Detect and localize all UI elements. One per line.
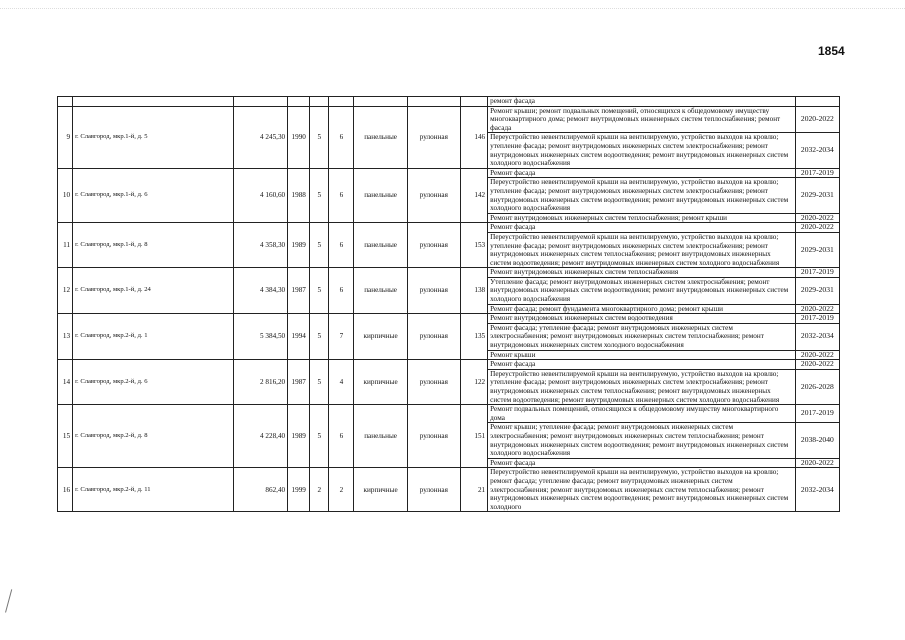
period-cell: 2032-2034: [795, 468, 839, 512]
entrances-cell: 6: [329, 223, 354, 268]
entrances-cell: 7: [329, 314, 354, 360]
period-cell: 2020-2022: [795, 350, 839, 360]
empty-cell: [288, 97, 310, 107]
floors-cell: 2: [310, 468, 329, 512]
floors-cell: 5: [310, 223, 329, 268]
walls-cell: кирпичные: [354, 314, 407, 360]
residents-cell: 142: [461, 168, 488, 223]
work-cell: Ремонт подвальных помещений, относящихся к общедомовому имуществу многоквартирного дома: [488, 405, 796, 423]
period-cell: [795, 97, 839, 107]
residents-cell: 21: [461, 468, 488, 512]
period-cell: 2026-2028: [795, 369, 839, 404]
work-cell: Переустройство невентилируемой крыши на вентилируемую, устройство выходов на кровлю; утепление фасада; ремонт внутридомовых инженерных систем электроснабжения; ремонт внутридомовых инженерных систем водоотведения; ремонт внутридомовых инженерных систем холодного водоснабжения: [488, 133, 796, 168]
row-number-cell: 15: [58, 405, 73, 468]
roof-cell: рулонная: [407, 468, 460, 512]
period-cell: 2032-2034: [795, 323, 839, 350]
address-cell: г. Славгород, мкр.1-й, д. 8: [73, 223, 234, 268]
address-cell: г. Славгород, мкр.2-й, д. 6: [73, 360, 234, 405]
row-number-cell: 12: [58, 268, 73, 314]
year-cell: 1994: [288, 314, 310, 360]
area-cell: 5 384,50: [233, 314, 287, 360]
roof-cell: рулонная: [407, 106, 460, 168]
roof-cell: рулонная: [407, 405, 460, 468]
work-cell: Ремонт крыши; ремонт подвальных помещений, относящихся к общедомовому имуществу многоквартирного дома; ремонт внутридомовых инженерных систем теплоснабжения; ремонт фасада: [488, 106, 796, 133]
residents-cell: 153: [461, 223, 488, 268]
period-cell: 2029-2031: [795, 277, 839, 304]
work-cell: Ремонт фасада: [488, 168, 796, 178]
walls-cell: кирпичные: [354, 468, 407, 512]
table-row: [58, 405, 840, 423]
work-cell: Ремонт фасада; ремонт фундамента многоквартирного дома; ремонт крыши: [488, 304, 796, 314]
period-cell: 2029-2031: [795, 178, 839, 213]
period-cell: 2017-2019: [795, 268, 839, 278]
entrances-cell: 4: [329, 360, 354, 405]
table-row: [58, 468, 840, 512]
year-cell: 1989: [288, 405, 310, 468]
empty-cell: [354, 97, 407, 107]
area-cell: 2 816,20: [233, 360, 287, 405]
residents-cell: 122: [461, 360, 488, 405]
empty-cell: [329, 97, 354, 107]
walls-cell: панельные: [354, 106, 407, 168]
walls-cell: панельные: [354, 268, 407, 314]
residents-cell: 135: [461, 314, 488, 360]
work-cell: Ремонт крыши: [488, 350, 796, 360]
table-row: [58, 314, 840, 324]
empty-cell: [407, 97, 460, 107]
scan-edge: [0, 0, 905, 9]
work-cell: Ремонт внутридомовых инженерных систем теплоснабжения; ремонт крыши: [488, 213, 796, 223]
table-row: [58, 268, 840, 278]
walls-cell: панельные: [354, 405, 407, 468]
work-cell: Переустройство невентилируемой крыши на вентилируемую, устройство выходов на кровлю; утепление фасада; ремонт внутридомовых инженерных систем электроснабжения; ремонт внутридомовых инженерных систем теплоснабжения; ремонт внутридомовых инженерных систем водоотведения; ремонт внутридомовых инженерных систем холодного водоснабжения: [488, 232, 796, 267]
address-cell: г. Славгород, мкр.1-й, д. 5: [73, 106, 234, 168]
year-cell: 1987: [288, 268, 310, 314]
work-cell: Переустройство невентилируемой крыши на вентилируемую, устройство выходов на кровлю; утепление фасада; ремонт внутридомовых инженерных систем электроснабжения; ремонт внутридомовых инженерных систем теплоснабжения; ремонт внутридомовых инженерных систем водоотведения; ремонт внутридомовых инженерных систем холодного водоснабжения: [488, 369, 796, 404]
residents-cell: 146: [461, 106, 488, 168]
row-number-cell: 9: [58, 106, 73, 168]
period-cell: 2038-2040: [795, 423, 839, 458]
work-cell: Ремонт внутридомовых инженерных систем водоотведения: [488, 314, 796, 324]
row-number-cell: 10: [58, 168, 73, 223]
roof-cell: рулонная: [407, 168, 460, 223]
period-cell: 2020-2022: [795, 458, 839, 468]
address-cell: г. Славгород, мкр.2-й, д. 11: [73, 468, 234, 512]
floors-cell: 5: [310, 360, 329, 405]
address-cell: г. Славгород, мкр.2-й, д. 8: [73, 405, 234, 468]
row-number-cell: 13: [58, 314, 73, 360]
empty-cell: [461, 97, 488, 107]
walls-cell: панельные: [354, 223, 407, 268]
address-cell: г. Славгород, мкр.1-й, д. 24: [73, 268, 234, 314]
work-cell: Ремонт фасада: [488, 458, 796, 468]
year-cell: 1989: [288, 223, 310, 268]
floors-cell: 5: [310, 268, 329, 314]
year-cell: 1988: [288, 168, 310, 223]
period-cell: 2017-2019: [795, 405, 839, 423]
table-row: [58, 97, 840, 107]
capital-repair-table: [57, 96, 840, 512]
walls-cell: панельные: [354, 168, 407, 223]
floors-cell: 5: [310, 106, 329, 168]
work-cell: Утепление фасада; ремонт внутридомовых инженерных систем электроснабжения; ремонт внутридомовых инженерных систем водоотведения; ремонт внутридомовых инженерных систем холодного водоснабжения: [488, 277, 796, 304]
period-cell: 2020-2022: [795, 213, 839, 223]
table-row: [58, 168, 840, 178]
area-cell: 4 228,40: [233, 405, 287, 468]
address-cell: г. Славгород, мкр.1-й, д. 6: [73, 168, 234, 223]
entrances-cell: 6: [329, 405, 354, 468]
empty-cell: [58, 97, 73, 107]
residents-cell: 151: [461, 405, 488, 468]
work-cell: Ремонт фасада: [488, 360, 796, 370]
year-cell: 1987: [288, 360, 310, 405]
period-cell: 2020-2022: [795, 106, 839, 133]
residents-cell: 138: [461, 268, 488, 314]
area-cell: 4 384,30: [233, 268, 287, 314]
row-number-cell: 11: [58, 223, 73, 268]
work-cell: ремонт фасада: [488, 97, 796, 107]
period-cell: 2029-2031: [795, 232, 839, 267]
work-cell: Ремонт фасада: [488, 223, 796, 233]
period-cell: 2020-2022: [795, 304, 839, 314]
address-cell: г. Славгород, мкр.2-й, д. 1: [73, 314, 234, 360]
empty-cell: [310, 97, 329, 107]
roof-cell: рулонная: [407, 223, 460, 268]
period-cell: 2017-2019: [795, 168, 839, 178]
work-cell: Ремонт внутридомовых инженерных систем теплоснабжения: [488, 268, 796, 278]
area-cell: 4 358,30: [233, 223, 287, 268]
work-cell: Ремонт крыши; утепление фасада; ремонт внутридомовых инженерных систем электроснабжения; ремонт внутридомовых инженерных систем теплоснабжения; ремонт внутридомовых инженерных систем водоотведения; ремонт внутридомовых инженерных систем холодного водоснабжения: [488, 423, 796, 458]
entrances-cell: 6: [329, 106, 354, 168]
pen-mark: [5, 589, 20, 615]
floors-cell: 5: [310, 405, 329, 468]
work-cell: Переустройство невентилируемой крыши на вентилируемую, устройство выходов на кровлю; ремонт фасада; утепление фасада; ремонт внутридомовых инженерных систем электроснабжения; ремонт внутридомовых инженерных систем теплоснабжения; ремонт внутридомовых инженерных систем водоотведения; ремонт внутридомовых инженерных систем холодного: [488, 468, 796, 512]
period-cell: 2032-2034: [795, 133, 839, 168]
roof-cell: рулонная: [407, 314, 460, 360]
row-number-cell: 16: [58, 468, 73, 512]
area-cell: 4 245,30: [233, 106, 287, 168]
work-cell: Переустройство невентилируемой крыши на вентилируемую, устройство выходов на кровлю; утепление фасада; ремонт внутридомовых инженерных систем электроснабжения; ремонт внутридомовых инженерных систем водоотведения; ремонт внутридомовых инженерных систем холодного водоснабжения: [488, 178, 796, 213]
table-row: [58, 223, 840, 233]
empty-cell: [233, 97, 287, 107]
period-cell: 2020-2022: [795, 223, 839, 233]
entrances-cell: 6: [329, 268, 354, 314]
work-cell: Ремонт фасада; утепление фасада; ремонт внутридомовых инженерных систем электроснабжения; ремонт внутридомовых инженерных систем теплоснабжения; ремонт внутридомовых инженерных систем холодного водоснабжения: [488, 323, 796, 350]
roof-cell: рулонная: [407, 268, 460, 314]
period-cell: 2017-2019: [795, 314, 839, 324]
walls-cell: кирпичные: [354, 360, 407, 405]
row-number-cell: 14: [58, 360, 73, 405]
year-cell: 1990: [288, 106, 310, 168]
table-body: [58, 97, 840, 512]
year-cell: 1999: [288, 468, 310, 512]
table-row: [58, 360, 840, 370]
entrances-cell: 2: [329, 468, 354, 512]
table-row: [58, 106, 840, 133]
roof-cell: рулонная: [407, 360, 460, 405]
area-cell: 862,40: [233, 468, 287, 512]
empty-cell: [73, 97, 234, 107]
floors-cell: 5: [310, 168, 329, 223]
period-cell: 2020-2022: [795, 360, 839, 370]
area-cell: 4 160,60: [233, 168, 287, 223]
page-number: 1854: [818, 44, 845, 58]
floors-cell: 5: [310, 314, 329, 360]
entrances-cell: 6: [329, 168, 354, 223]
